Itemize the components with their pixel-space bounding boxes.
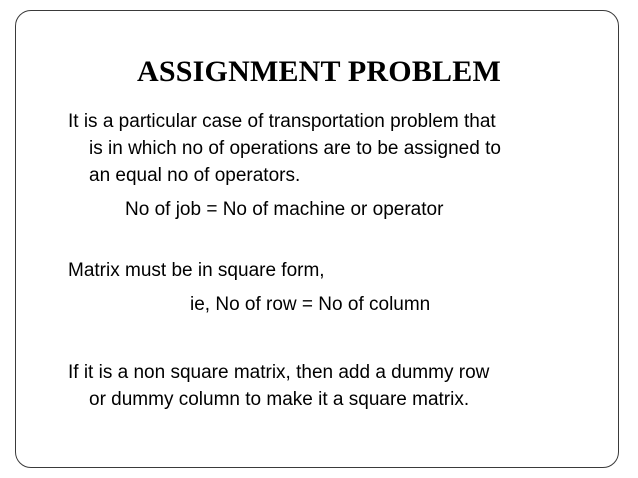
paragraph-3-line-2: or dummy column to make it a square matrix. [89, 389, 470, 410]
paragraph-2-equation: ie, No of row = No of column [190, 294, 431, 315]
paragraph-1-line-2: is in which no of operations are to be assigned to [89, 138, 501, 159]
slide-title: ASSIGNMENT PROBLEM [137, 55, 501, 88]
paragraph-1-equation: No of job = No of machine or operator [125, 199, 444, 220]
paragraph-1-line-1: It is a particular case of transportation problem that [68, 111, 496, 132]
paragraph-2-line: Matrix must be in square form, [68, 260, 325, 281]
paragraph-3-line-1: If it is a non square matrix, then add a dummy row [68, 362, 490, 383]
paragraph-1-line-3: an equal no of operators. [89, 165, 301, 186]
